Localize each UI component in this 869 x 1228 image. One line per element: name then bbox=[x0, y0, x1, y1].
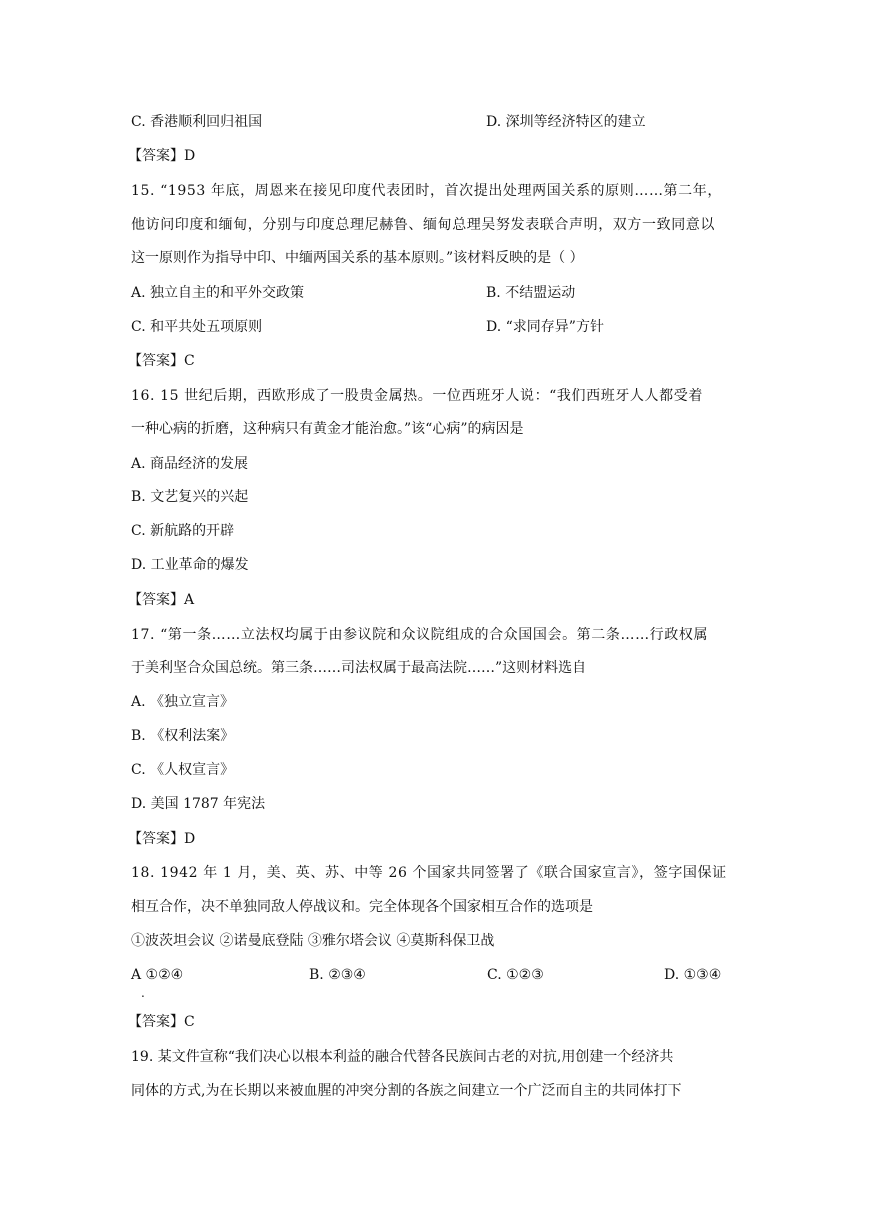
q16-option-c: C. 新航路的开辟 bbox=[131, 523, 235, 539]
q16-option-a: A. 商品经济的发展 bbox=[131, 456, 249, 472]
q16-answer: 【答案】A bbox=[128, 592, 195, 608]
q17-answer: 【答案】D bbox=[128, 831, 196, 847]
q16-option-d: D. 工业革命的爆发 bbox=[131, 557, 249, 573]
q18-option-d: D. ①③④ bbox=[664, 967, 722, 983]
q17-text-line-2: 于美利坚合众国总统。第三条……司法权属于最高法院……”这则材料选自 bbox=[131, 660, 587, 676]
q15-option-b: B. 不结盟运动 bbox=[486, 285, 576, 301]
q18-text-line-2: 相互合作，决不单独同敌人停战议和。完全体现各个国家相互合作的选项是 bbox=[131, 899, 593, 915]
q15-answer: 【答案】C bbox=[128, 353, 195, 369]
q17-text-line-1: 17. “第一条……立法权均属于由参议院和众议院组成的合众国国会。第二条……行政权属 bbox=[131, 627, 709, 643]
q18-option-b: B. ②③④ bbox=[309, 967, 366, 983]
q18-option-c: C. ①②③ bbox=[487, 967, 544, 983]
q16-text-line-2: 一种心病的折磨，这种病只有黄金才能治愈。”该“心病”的病因是 bbox=[131, 421, 524, 437]
q17-option-a: A. 《独立宣言》 bbox=[131, 694, 235, 710]
q16-text-line-1: 16. 15 世纪后期，西欧形成了一股贵金属热。一位西班牙人说：“我们西班牙人人都受着 bbox=[131, 388, 703, 404]
q15-text-line-1: 15. “1953 年底，周恩来在接见印度代表团时，首次提出处理两国关系的原则……第二年， bbox=[131, 183, 722, 199]
q15-option-c: C. 和平共处五项原则 bbox=[131, 319, 263, 335]
q17-option-c: C. 《人权宣言》 bbox=[131, 762, 235, 778]
q18-option-a: A ①②④ bbox=[131, 967, 184, 983]
q17-option-d: D. 美国 1787 年宪法 bbox=[131, 796, 266, 812]
q18-items: ①波茨坦会议 ②诺曼底登陆 ③雅尔塔会议 ④莫斯科保卫战 bbox=[131, 933, 495, 949]
q18-text-line-1: 18. 1942 年 1 月，美、英、苏、中等 26 个国家共同签署了《联合国家宣言》，签字国保证 bbox=[131, 865, 727, 881]
q19-text-line-2: 同体的方式,为在长期以来被血腥的冲突分割的各族之间建立一个广泛而自主的共同体打下 bbox=[131, 1083, 682, 1099]
q15-text-line-3: 这一原则作为指导中印、中缅两国关系的基本原则。”该材料反映的是（ ） bbox=[131, 250, 584, 266]
q15-option-a: A. 独立自主的和平外交政策 bbox=[131, 285, 305, 301]
q15-option-d: D. “求同存异”方针 bbox=[486, 319, 604, 335]
q17-option-b: B. 《权利法案》 bbox=[131, 728, 235, 744]
q18-answer: 【答案】C bbox=[128, 1014, 195, 1030]
q18-option-a-dot: . bbox=[141, 986, 145, 1000]
q15-text-line-2: 他访问印度和缅甸，分别与印度总理尼赫鲁、缅甸总理吴努发表联合声明，双方一致同意以 bbox=[131, 217, 715, 233]
q16-option-b: B. 文艺复兴的兴起 bbox=[131, 489, 249, 505]
q14-option-c: C. 香港顺利回归祖国 bbox=[131, 114, 263, 130]
q19-text-line-1: 19. 某文件宣称“我们决心以根本利益的融合代替各民族间古老的对抗,用创建一个经济共 bbox=[131, 1049, 674, 1065]
q14-option-d: D. 深圳等经济特区的建立 bbox=[486, 114, 646, 130]
q14-answer: 【答案】D bbox=[128, 148, 196, 164]
